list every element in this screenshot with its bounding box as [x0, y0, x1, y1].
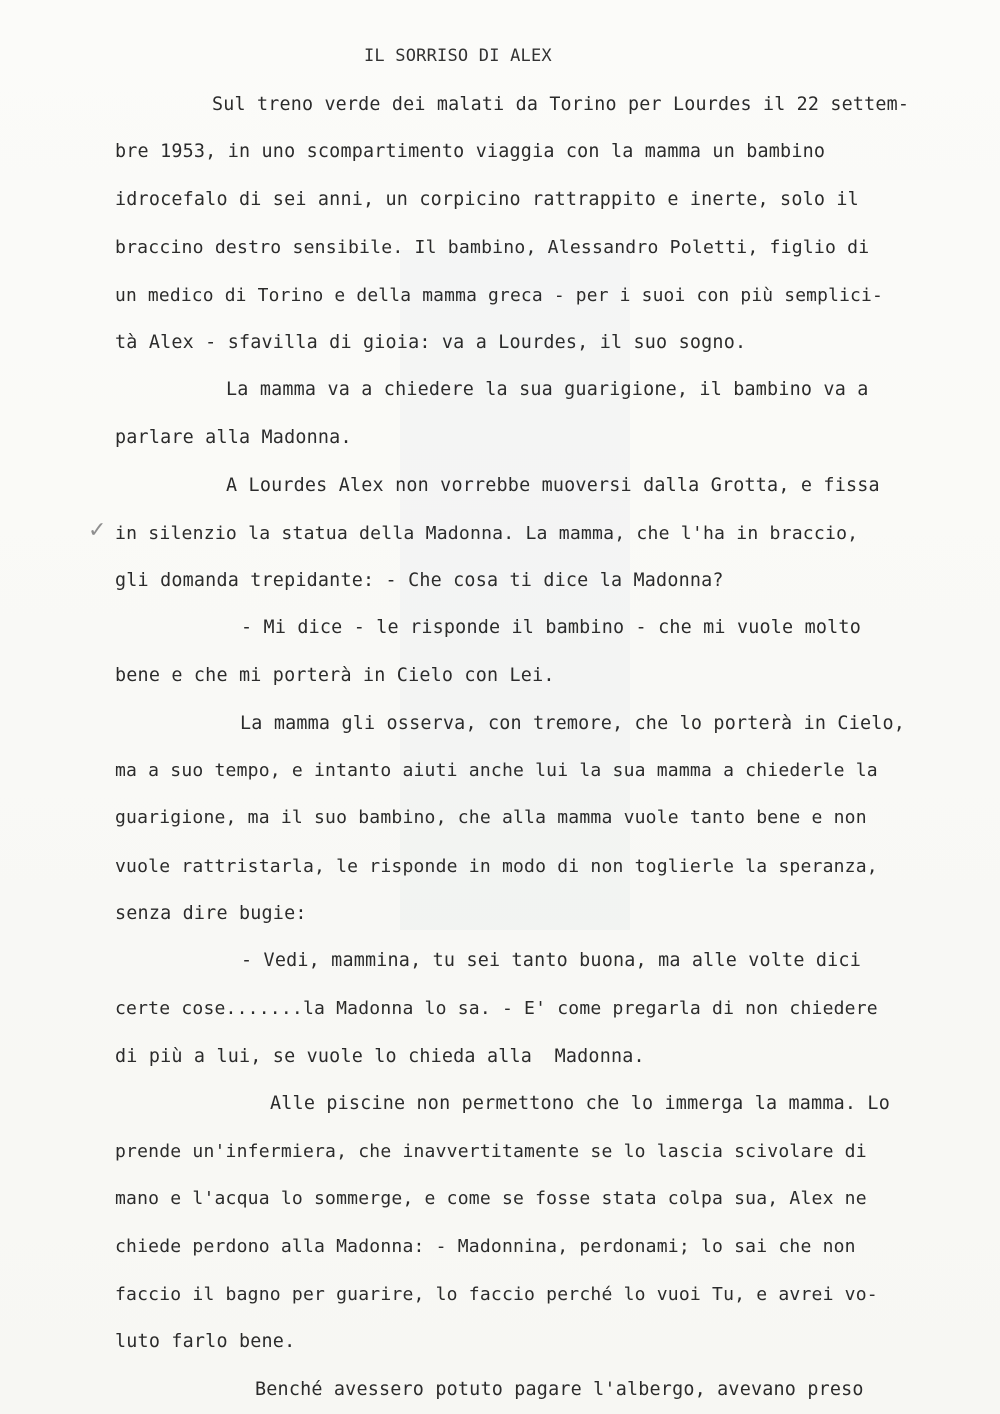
text-line-1: Sul treno verde dei malati da Torino per Lourdes il 22 settem-	[212, 94, 910, 115]
text-line-25: chiede perdono alla Madonna: - Madonnina, perdonami; lo sai che non	[115, 1236, 856, 1257]
text-line-28: Benché avessero potuto pagare l'albergo, avevano preso	[255, 1379, 864, 1400]
text-line-2: bre 1953, in uno scompartimento viaggia con la mamma un bambino	[115, 141, 826, 162]
text-line-4: braccino destro sensibile. Il bambino, Alessandro Poletti, figlio di	[115, 237, 870, 258]
text-line-17: vuole rattristarla, le risponde in modo di non toglierle la speranza,	[115, 856, 878, 877]
text-line-26: faccio il bagno per guarire, lo faccio perché lo vuoi Tu, e avrei vo-	[115, 1284, 878, 1305]
text-line-10: in silenzio la statua della Madonna. La mamma, che l'ha in braccio,	[115, 523, 859, 544]
text-line-16: guarigione, ma il suo bambino, che alla mamma vuole tanto bene e non	[115, 807, 867, 828]
text-line-23: prende un'infermiera, che inavvertitamente se lo lascia scivolare di	[115, 1141, 867, 1162]
text-line-20: certe cose.......la Madonna lo sa. - E' come pregarla di non chiedere	[115, 998, 878, 1019]
text-line-7: La mamma va a chiedere la sua guarigione, il bambino va a	[226, 379, 869, 400]
document-title: IL SORRISO DI ALEX	[364, 46, 552, 66]
text-line-19: - Vedi, mammina, tu sei tanto buona, ma alle volte dici	[241, 950, 861, 971]
text-line-6: tà Alex - sfavilla di gioia: va a Lourdes, il suo sogno.	[115, 332, 747, 353]
margin-checkmark: ✓	[88, 518, 107, 543]
text-line-21: di più a lui, se vuole lo chieda alla Madonna.	[115, 1046, 645, 1067]
text-line-3: idrocefalo di sei anni, un corpicino rattrappito e inerte, solo il	[115, 189, 859, 210]
text-line-18: senza dire bugie:	[115, 903, 307, 924]
text-line-11: gli domanda trepidante: - Che cosa ti dice la Madonna?	[115, 570, 724, 591]
text-line-5: un medico di Torino e della mamma greca - per i suoi con più semplici-	[115, 285, 883, 306]
text-line-22: Alle piscine non permettono che lo immerga la mamma. Lo	[270, 1093, 890, 1114]
text-line-12: - Mi dice - le risponde il bambino - che mi vuole molto	[241, 617, 861, 638]
text-line-9: A Lourdes Alex non vorrebbe muoversi dalla Grotta, e fissa	[226, 475, 880, 496]
text-line-13: bene e che mi porterà in Cielo con Lei.	[115, 665, 555, 686]
text-line-24: mano e l'acqua lo sommerge, e come se fosse stata colpa sua, Alex ne	[115, 1188, 867, 1209]
text-line-14: La mamma gli osserva, con tremore, che lo porterà in Cielo,	[240, 713, 906, 734]
text-line-27: luto farlo bene.	[115, 1331, 296, 1352]
text-line-8: parlare alla Madonna.	[115, 427, 352, 448]
text-line-15: ma a suo tempo, e intanto aiuti anche lui la sua mamma a chiederle la	[115, 760, 878, 781]
